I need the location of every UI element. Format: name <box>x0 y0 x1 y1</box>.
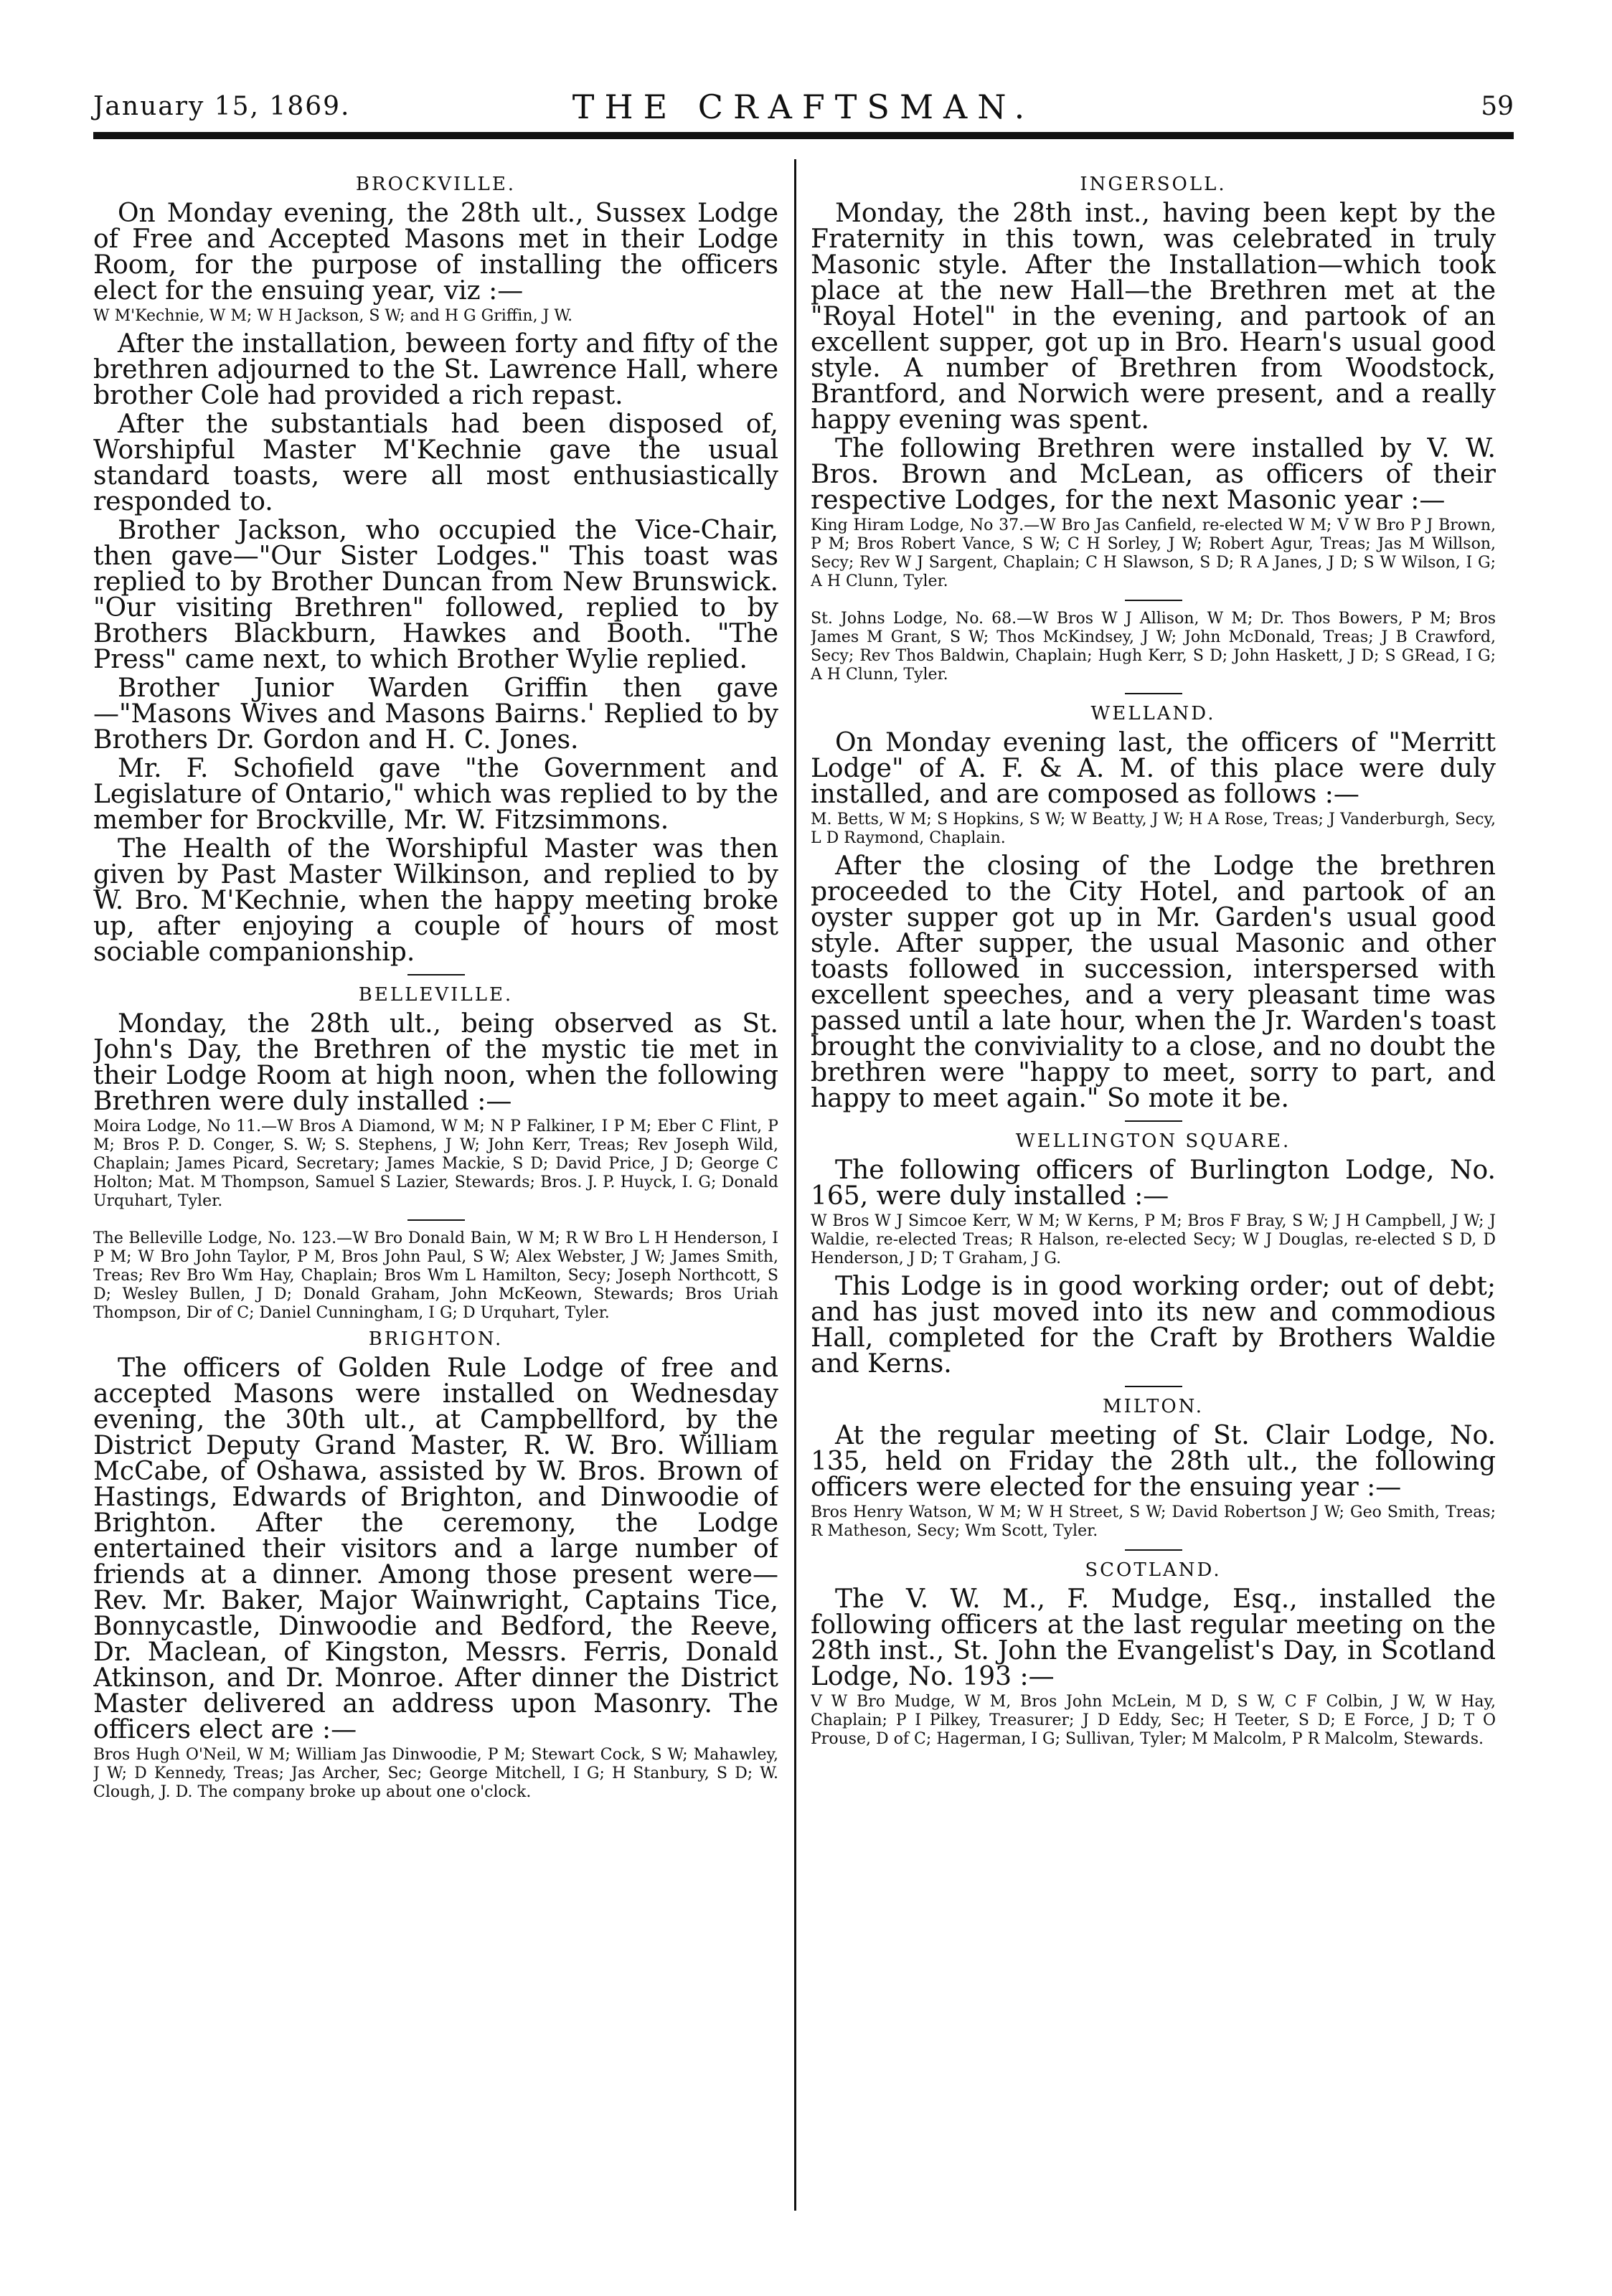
section-heading: BRIGHTON. <box>368 1328 504 1350</box>
article-scotland <box>811 1559 1496 1749</box>
section-heading: WELLINGTON SQUARE. <box>1015 1130 1291 1152</box>
officer-list: Bros Hugh O'Neil, W M; William Jas Dinwoodie, P M; Stewart Cock, S W; Mahawley, J W; D Kennedy, Treas; Jas Archer, Sec; George Mitchell, I G; H Stanbury, S D; W. Clough, J. D. The company broke up about one o'clock. <box>93 1746 778 1801</box>
section-heading: INGERSOLL. <box>1080 174 1227 195</box>
paragraph: At the regular meeting of St. Clair Lodge, No. 135, held on Friday the 28th ult., the following officers were elected for the ensuing year :— <box>811 1421 1496 1502</box>
paragraph: Brother Junior Warden Griffin then gave—"Masons Wives and Masons Bairns.' Replied to by Brothers Dr. Gordon and H. C. Jones. <box>93 674 778 755</box>
section-separator <box>1125 1386 1182 1387</box>
paragraph: This Lodge is in good working order; out of debt; and has just moved into its new and commodious Hall, completed for the Craft by Brothers Waldie and Kerns. <box>811 1272 1496 1379</box>
section-separator <box>1125 693 1182 694</box>
article-brockville <box>93 174 778 965</box>
officer-list: W Bros W J Simcoe Kerr, W M; W Kerns, P M; Bros F Bray, S W; J H Campbell, J W; J Waldie, re-elected Treas; R Halson, re-elected Secy; W J Douglas, re-elected S D, D Henderson, J D; T Graham, J G. <box>811 1212 1496 1267</box>
section-heading: WELLAND. <box>1090 703 1216 724</box>
paragraph: After the installation, beween forty and fifty of the brethren adjourned to the St. Lawrence Hall, where brother Cole had provided a rich repast. <box>93 329 778 410</box>
paragraph: After the substantials had been disposed of, Worshipful Master M'Kechnie gave the usual standard toasts, were all most enthusiastically responded to. <box>93 410 778 516</box>
article-welland <box>811 703 1496 1112</box>
paragraph: The V. W. M., F. Mudge, Esq., installed the following officers at the last regular meeting on the 28th inst., St. John the Evangelist's Day, in Scotland Lodge, No. 193 :— <box>811 1584 1496 1691</box>
article-milton <box>811 1396 1496 1541</box>
header-rule <box>93 132 1514 139</box>
section-separator <box>407 974 465 975</box>
article-ingersoll <box>811 174 1496 684</box>
page-number: 59 <box>1481 92 1514 121</box>
officer-list: Bros Henry Watson, W M; W H Street, S W; David Robertson J W; Geo Smith, Treas; R Matheson, Secy; Wm Scott, Tyler. <box>811 1503 1496 1540</box>
officer-list: M. Betts, W M; S Hopkins, S W; W Beatty, J W; H A Rose, Treas; J Vanderburgh, Secy, L D Raymond, Chaplain. <box>811 811 1496 847</box>
article-belleville <box>93 984 778 1323</box>
officer-list: King Hiram Lodge, No 37.—W Bro Jas Canfield, re-elected W M; V W Bro P J Brown, P M; Bros Robert Vance, S W; C H Sorley, J W; Robert Agur, Treas; Jas M Willson, Secy; Rev W J Sargent, Chaplain; C H Slawson, S D; R A Janes, J D; S W Wilson, I G; A H Clunn, Tyler. <box>811 516 1496 590</box>
section-separator <box>407 1219 465 1221</box>
paragraph: On Monday evening last, the officers of "Merritt Lodge" of A. F. & A. M. of this place were duly installed, and are composed as follows :— <box>811 728 1496 809</box>
column-divider <box>794 159 796 2211</box>
paragraph: Mr. F. Schofield gave "the Government and Legislature of Ontario," which was replied to by the member for Brockville, Mr. W. Fitzsimmons. <box>93 754 778 835</box>
section-heading: BROCKVILLE. <box>355 174 517 195</box>
section-heading: BELLEVILLE. <box>358 984 514 1006</box>
paragraph: On Monday evening, the 28th ult., Sussex Lodge of Free and Accepted Masons met in their Lodge Room, for the purpose of installing the officers elect for the ensuing year, viz :— <box>93 199 778 306</box>
paragraph: After the closing of the Lodge the brethren proceeded to the City Hotel, and partook of an oyster supper got up in Mr. Garden's usual good style. After supper, the usual Masonic and other toasts followed in succession, interspersed with excellent speeches, and a very pleasant time was passed until a late hour, when the Jr. Warden's toast brought the conviviality to a close, and no doubt the brethren were "happy to meet, sorry to part, and happy to meet again." So mote it be. <box>811 851 1496 1113</box>
paragraph: The officers of Golden Rule Lodge of free and accepted Masons were installed on Wednesday evening, the 30th ult., at Campbellford, by the District Deputy Grand Master, R. W. Bro. William McCabe, of Oshawa, assisted by W. Bros. Brown of Hastings, Edwards of Brighton, and Dinwoodie of Brighton. After the ceremony, the Lodge entertained their visitors and a large number of friends at a dinner. Among those present were—Rev. Mr. Baker, Major Wainwright, Captains Tice, Bonnycastle, Dinwoodie and Bedford, the Reeve, Dr. Maclean, of Kingston, Messrs. Ferris, Donald Atkinson, and Dr. Monroe. After dinner the District Master delivered an address upon Masonry. The officers elect are :— <box>93 1353 778 1744</box>
paragraph: The following Brethren were installed by V. W. Bros. Brown and McLean, as officers of their respective Lodges, for the next Masonic year :— <box>811 434 1496 515</box>
officer-list: Moira Lodge, No 11.—W Bros A Diamond, W M; N P Falkiner, I P M; Eber C Flint, P M; Bros P. D. Conger, S. W; S. Stephens, J W; John Kerr, Treas; Rev Joseph Wild, Chaplain; James Picard, Secretary; James Mackie, S D; David Price, J D; George C Holton; Mat. M Thompson, Samuel S Lazier, Stewards; Bros. J. P. Huyck, I. G; Donald Urquhart, Tyler. <box>93 1118 778 1210</box>
section-separator <box>1125 600 1182 601</box>
paragraph: Monday, the 28th ult., being observed as St. John's Day, the Brethren of the mystic tie met in their Lodge Room at high noon, when the following Brethren were duly installed :— <box>93 1009 778 1116</box>
paragraph: Monday, the 28th inst., having been kept by the Fraternity in this town, was celebrated in truly Masonic style. After the Installation—which took place at the new Hall—the Brethren met at the "Royal Hotel" in the evening, and partook of an excellent supper, got up in Bro. Hearn's usual good style. A number of Brethren from Woodstock, Brantford, and Norwich were present, and a really happy evening was spent. <box>811 199 1496 435</box>
section-separator <box>1125 1549 1182 1551</box>
left-column <box>93 169 778 2206</box>
officer-list: V W Bro Mudge, W M, Bros John McLein, M D, S W, C F Colbin, J W, W Hay, Chaplain; P I Pilkey, Treasurer; J D Eddy, Sec; H Teeter, S D; E Force, J D; T O Prouse, D of C; Hagerman, I G; Sullivan, Tyler; M Malcolm, P R Malcolm, Stewards. <box>811 1693 1496 1748</box>
article-wellington-square <box>811 1130 1496 1377</box>
officer-list: W M'Kechnie, W M; W H Jackson, S W; and H G Griffin, J W. <box>93 307 573 325</box>
right-column <box>811 169 1496 2206</box>
paragraph: The Health of the Worshipful Master was then given by Past Master Wilkinson, and replied to by W. Bro. M'Kechnie, when the happy meeting broke up, after enjoying a couple of hours of most sociable companionship. <box>93 834 778 967</box>
paragraph: Brother Jackson, who occupied the Vice-Chair, then gave—"Our Sister Lodges." This toast was replied to by Brother Duncan from New Brunswick. "Our visiting Brethren" followed, replied to by Brothers Blackburn, Hawkes and Booth. "The Press" came next, to which Brother Wylie replied. <box>93 516 778 674</box>
section-heading: SCOTLAND. <box>1085 1559 1222 1581</box>
section-separator <box>1125 1120 1182 1122</box>
publication-title: THE CRAFTSMAN. <box>572 88 1035 126</box>
officer-list: The Belleville Lodge, No. 123.—W Bro Donald Bain, W M; R W Bro L H Henderson, I P M; W Bro John Taylor, P M, Bros John Paul, S W; Alex Webster, J W; James Smith, Treas; Rev Bro Wm Hay, Chaplain; Bros Wm L Hamilton, Secy; Joseph Northcott, S D; Wesley Bullen, J D; Donald Graham, John McKeown, Stewards; Bros Uriah Thompson, Dir of C; Daniel Cunningham, I G; D Urquhart, Tyler. <box>93 1229 778 1322</box>
paragraph: The following officers of Burlington Lodge, No. 165, were duly installed :— <box>811 1156 1496 1211</box>
article-brighton <box>93 1328 778 1802</box>
issue-date: January 15, 1869. <box>93 92 351 121</box>
section-heading: MILTON. <box>1102 1396 1205 1417</box>
officer-list: St. Johns Lodge, No. 68.—W Bros W J Allison, W M; Dr. Thos Bowers, P M; Bros James M Grant, S W; Thos McKindsey, J W; John McDonald, Treas; J B Crawford, Secy; Rev Thos Baldwin, Chaplain; Hugh Kerr, S D; John Haskett, J D; S GRead, I G; A H Clunn, Tyler. <box>811 610 1496 684</box>
